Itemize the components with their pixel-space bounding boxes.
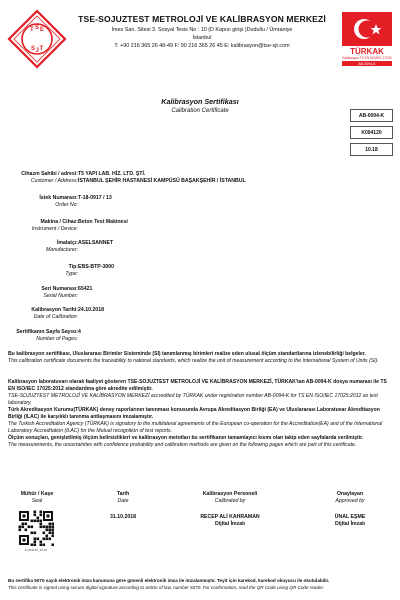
field-label-tr: İstek Numarası: xyxy=(39,195,78,201)
qr-module xyxy=(34,544,37,547)
qr-module xyxy=(52,532,55,535)
qr-module xyxy=(25,529,28,532)
serial-value: 65421 xyxy=(78,286,93,292)
qr-module xyxy=(43,544,46,547)
turkak-subtitle: Kalibrasyon TS EN ISO/IEC 17025 xyxy=(342,56,392,60)
qr-module xyxy=(52,535,55,538)
paragraph-tr: Bu kalibrasyon sertifikası, Uluslararası Birimler Sisteminde (SI) tanımlanmış birimleri realize eden ulusal ölçüm standartlarına izlenebilirliği belgeler. xyxy=(8,351,366,357)
certificate-title-tr: Kalibrasyon Sertifikası xyxy=(161,97,239,106)
org-name: TSE-SOJUZTEST METROLOJİ VE KALİBRASYON MERKEZİ xyxy=(78,14,326,24)
instrument-value: Beton Test Makinesi xyxy=(78,219,128,225)
signature-date xyxy=(96,514,150,521)
qr-module xyxy=(49,529,52,532)
qr-module xyxy=(46,538,49,541)
qr-module xyxy=(19,526,22,529)
qr-module xyxy=(34,538,37,541)
date-header xyxy=(100,491,146,505)
qr-module xyxy=(34,514,37,517)
address-line-2: İstanbul xyxy=(192,35,212,41)
calibrated-header xyxy=(180,491,280,505)
qr-module xyxy=(46,526,49,529)
field-label-tr: Seri Numarası: xyxy=(41,286,78,292)
manufacturer-value: ASELSANNET xyxy=(78,240,114,246)
field-label-en: Order No: xyxy=(55,202,78,208)
paragraph-tr: Kalibrasyon laboratuvarı olarak faaliyet gösteren TSE-SOJUZTEST METROLOJİ VE KALİBRASYON MERKEZİ, TÜRKAK'tan AB-0094-K dosya numarası ile TS EN ISO/IEC 17025:2012 standardına göre akredite edilmiştir. xyxy=(8,379,387,392)
date-label-en: Date xyxy=(117,498,129,504)
field-label-tr: Kalibrasyon Tarihi: xyxy=(31,307,78,313)
calibration-date-value: 24.10.2018 xyxy=(78,307,104,313)
seal-header xyxy=(14,491,60,505)
paragraph-tr: Türk Akreditasyon Kurumu(TÜRKAK) deney raporlarının tanınması konusunda Avrupa Akreditasyon Birliği (EA) ve Uluslararası Laboratuvar Akreditasyon Birliği (ILAC) ile karşılıklı tanınma antlaşmasını imzalamıştır. xyxy=(8,407,380,420)
calibrated-by-name: RECEP ALİ KAHRAMAN xyxy=(200,514,260,520)
qr-module xyxy=(37,520,40,523)
qr-module xyxy=(34,520,37,523)
date-label-tr: Tarih xyxy=(116,491,130,497)
paragraph-en: The measurements, the uncertainties with confidence probability and calibration methods are given on the following pages which are part of this certificate. xyxy=(8,442,357,448)
pages-value: 4 xyxy=(78,329,81,335)
approved-header xyxy=(310,491,390,505)
field-label-en: Serial Number: xyxy=(43,293,78,299)
calibrated-by xyxy=(180,514,280,528)
qr-module xyxy=(40,514,43,517)
field-label-tr: Tip: xyxy=(68,264,78,270)
field-label-en: Number of Pages: xyxy=(36,336,78,342)
qr-module xyxy=(40,526,43,529)
qr-module xyxy=(40,511,43,514)
qr-module xyxy=(43,532,46,535)
paragraph-traceability xyxy=(8,351,392,365)
paragraph-en: TSE-SOJUZTEST METROLOJİ VE KALİBRASYON MERKEZİ accredited by TÜRKAK under registration number AB-0094-K for TS EN ISO/IEC 17025:2012 as test laboratory. xyxy=(8,393,378,406)
qr-module xyxy=(19,529,22,532)
field-label-en: Instrument / Device: xyxy=(31,226,78,232)
order-no-value: T-18-0917 / 13 xyxy=(78,195,112,201)
qr-module xyxy=(46,529,49,532)
paragraph-en: This calibration certificate documents the traceability to national standards, which realize the unit of measurement according to the International System of Units (SI). xyxy=(8,358,379,364)
field-label-tr: Cihazın Sahibi / adresi: xyxy=(21,171,78,177)
qr-module xyxy=(34,511,37,514)
turkak-logo xyxy=(342,12,392,66)
qr-module xyxy=(37,517,40,520)
field-label-en: Manufacturer: xyxy=(45,247,78,253)
qr-module xyxy=(40,541,43,544)
qr-module xyxy=(31,544,34,547)
qr-module xyxy=(49,532,52,535)
qr-module xyxy=(49,523,52,526)
qr-module xyxy=(40,544,43,547)
qr-module xyxy=(43,538,46,541)
qr-module xyxy=(25,523,28,526)
org-address xyxy=(70,26,334,50)
approved-by xyxy=(310,514,390,528)
approved-label-en: Approved by xyxy=(335,498,365,504)
svg-text:S: S xyxy=(35,25,40,31)
ref-certificate-no: K004120 xyxy=(350,126,393,139)
field-label-tr: Makina / Cihaz: xyxy=(40,219,78,225)
qr-module xyxy=(49,538,52,541)
signature-date-value: 31.10.2018 xyxy=(110,514,136,520)
approved-by-name: ÜNAL EŞME xyxy=(334,514,366,520)
svg-text:E: E xyxy=(40,27,45,33)
field-label-en: Customer / Address: xyxy=(30,178,78,184)
qr-module xyxy=(52,523,55,526)
qr-module xyxy=(28,526,31,529)
qr-module xyxy=(31,526,34,529)
qr-code xyxy=(18,510,54,546)
qr-module xyxy=(34,541,37,544)
qr-module xyxy=(46,535,49,538)
qr-module xyxy=(49,526,52,529)
field-label-tr: İmalatçı: xyxy=(56,240,78,246)
qr-caption: K-004120_10.18 xyxy=(24,548,48,552)
qr-module xyxy=(40,523,43,526)
contact-line: T: +90 216 365 26 48-49 F: 90 216 365 26 45 E: kalibrasyon@tse-sjt.com xyxy=(114,43,290,49)
customer-address: İSTANBUL ŞEHİR HASTANESİ KAMPÜSÜ BAŞAKŞEHİR / İSTANBUL xyxy=(78,178,246,184)
svg-text:T: T xyxy=(30,27,34,33)
svg-text:T: T xyxy=(39,46,44,52)
calibrated-digital-signed: Dijital İmzalı xyxy=(215,521,245,527)
paragraph-mutual-recognition xyxy=(8,407,392,435)
certificate-title-en: Calibration Certificate xyxy=(171,108,229,114)
qr-module xyxy=(52,526,55,529)
calibrated-label-tr: Kalibrasyon Personeli xyxy=(202,491,258,497)
seal-label-tr: Mühür / Kaşe xyxy=(20,491,54,497)
turkak-name: TÜRKAK xyxy=(350,47,384,56)
qr-module xyxy=(40,520,43,523)
qr-module xyxy=(34,532,37,535)
qr-module xyxy=(22,523,25,526)
customer-name: T5 YAPI LAB. HİZ. LTD. ŞTİ. xyxy=(78,171,146,177)
paragraph-en: The Turkish Accreditation Agency (TÜRKAK) is signatory to the multilateral agreements of the European co-operation for the Accreditation(EA) and of the International Laboratory Accreditation (ILAC) for the Mutual recognition of test reports. xyxy=(8,421,383,434)
qr-module xyxy=(52,544,55,547)
calibrated-label-en: Calibrated by xyxy=(214,498,246,504)
qr-module xyxy=(52,529,55,532)
paragraph-measurements xyxy=(8,435,392,449)
qr-module xyxy=(22,526,25,529)
footer-tr: Bu sertifika 5070 sayılı elektronik imza kanununa göre güvenli elektronik imza ile imzalanmıştır. Teyit için karekod, karekod okuyucu ile okutulabilir. xyxy=(8,578,330,583)
ref-accreditation-no: AB-0094-K xyxy=(350,109,393,122)
approved-digital-signed: Dijital İmzalı xyxy=(335,521,365,527)
tse-sjt-logo xyxy=(6,8,68,70)
field-label-en: Date of Calibration: xyxy=(33,314,78,320)
turkak-emblem xyxy=(342,12,392,46)
qr-module xyxy=(31,520,34,523)
field-label-tr: Sertifikanın Sayfa Sayısı: xyxy=(16,329,78,335)
footer-en: This certificate is signed using secure digital signature according to article of law, number 5070. For confirmation, read the QR Code using QR Code reader. xyxy=(8,584,325,590)
qr-module xyxy=(31,532,34,535)
ref-date-code: 10.18 xyxy=(350,143,393,156)
svg-text:J: J xyxy=(35,48,39,54)
turkak-code: AB-0094-K xyxy=(342,61,392,66)
approved-label-tr: Onaylayan xyxy=(336,491,364,497)
field-label-en: Type: xyxy=(65,271,78,277)
svg-text:S: S xyxy=(31,46,36,52)
type-value: EBS-BTP-3000 xyxy=(78,264,115,270)
paragraph-accreditation xyxy=(8,379,392,407)
footer-note xyxy=(8,578,392,591)
address-line-1: İmes San. Sitesi 3. Sosyal Tesis No : 10 (D Kapısı girişi )Dudullu / Ümraniye xyxy=(111,27,293,33)
qr-module xyxy=(43,526,46,529)
qr-module xyxy=(37,538,40,541)
seal-label-en: Seal xyxy=(31,498,43,504)
paragraph-tr: Ölçüm sonuçları, genişletilmiş ölçüm belirsizlikleri ve kalibrasyon metotları bu sertifikanın tamamlayıcı kısmı olan takip eden sayfalarda verilmiştir. xyxy=(8,435,364,441)
